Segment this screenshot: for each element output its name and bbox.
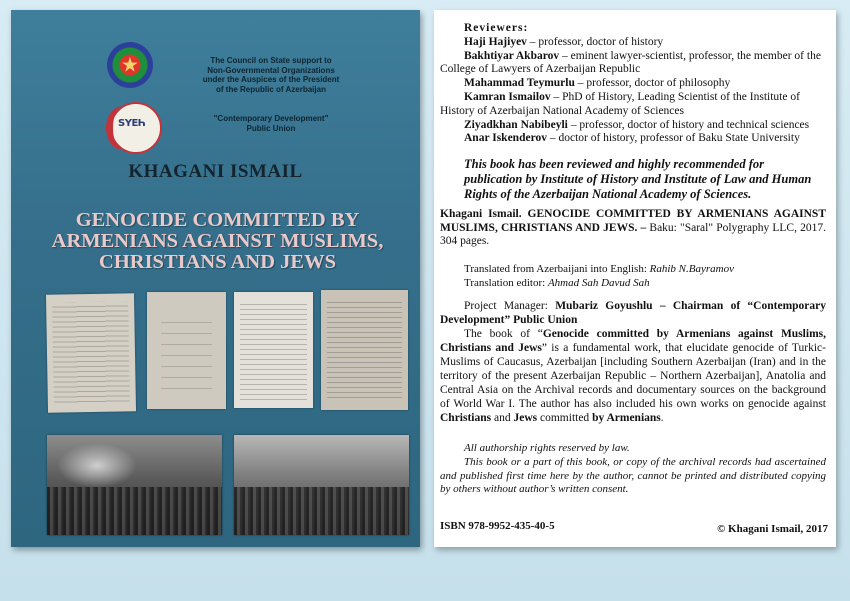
council-text: The Council on State support to Non-Governmental Organizations under the Auspices of the President of the Republic of Azerbaijan (202, 56, 340, 94)
union-text: "Contemporary Development" Public Union (213, 114, 329, 133)
contemporary-development-logo-icon (110, 102, 162, 154)
cover-title: GENOCIDE COMMITTED BY ARMENIANS AGAINST MUSLIMS, CHRISTIANS AND JEWS (51, 209, 384, 273)
project-description: Project Manager: Mubariz Goyushlu – Chairman of “Contemporary Development” Public Union The book of “Genocide committed by Armenians against Muslims, Christians and Jews” is a fundamental work, that elucidate genocide of Turkic-Muslims of Caucasus, Azerbaijan [including Southern Azerbaijan (Iran) and in the territory of the present Azerbaijan Republic – Northern Azerbaijan], Anatolia and Central Asia on the Archival records and documentary sources on the background of World War I. The author has also included his own works on genocide against Christians and Jews committed by Armenians. (440, 300, 827, 424)
reviewer-entry: Anar Iskenderov – doctor of history, professor of Baku State University (464, 132, 800, 145)
archival-document-image (234, 292, 313, 408)
copyright: © Khagani Ismail, 2017 (717, 523, 828, 535)
archival-document-image (147, 292, 226, 409)
isbn: ISBN 978-9952-435-40-5 (440, 520, 555, 532)
cover-author: KHAGANI ISMAIL (128, 161, 303, 182)
reviewer-entry: Bakhtiyar Akbarov – eminent lawyer-scientist, professor, the member of the College of Lawyers of Azerbaijan Republic (440, 49, 821, 76)
reviewer-entry: Ziyadkhan Nabibeyli – professor, doctor of history and technical sciences (464, 118, 810, 131)
book-cover (11, 10, 420, 547)
citation: Khagani Ismail. GENOCIDE COMMITTED BY ARMENIANS AGAINST MUSLIMS, CHRISTIANS AND JEWS. – Baku: "Saral" Polygraphy LLC, 2017. 304 pages. (440, 208, 827, 247)
logo-text: ЅҮЕҺ (118, 118, 146, 129)
archival-document-image (46, 293, 136, 413)
historical-photo (234, 435, 409, 535)
recommendation-text: This book has been reviewed and highly recommended for publication by Institute of History and Institute of Law and Human Rights of the Azerbaijan National Academy of Sciences. (464, 157, 812, 201)
azerbaijan-state-emblem-icon: ★ (107, 42, 153, 88)
translation-credits: Translated from Azerbaijani into English: Rahib N.Bayramov Translation editor: Ahmad Sah Davud Sah (464, 263, 734, 289)
imprint-page (434, 10, 836, 547)
reviewer-entry: Kamran Ismailov – PhD of History, Leading Scientist of the Institute of History of Azerbaijan National Academy of Sciences (440, 90, 800, 117)
reviewers-list (440, 22, 828, 146)
rights-notice: All authorship rights reserved by law. This book or a part of this book, or copy of the archival records had ascertained and published first time here by the author, cannot be printed and distributed copying by others without author’s written consent. (440, 442, 826, 496)
reviewer-entry: Haji Hajiyev – professor, doctor of history (464, 35, 664, 48)
reviewer-entry: Mahammad Teymurlu – professor, doctor of philosophy (464, 77, 731, 90)
historical-photo (47, 435, 222, 535)
archival-document-image (321, 290, 408, 410)
reviewers-header: Reviewers: (464, 22, 529, 34)
